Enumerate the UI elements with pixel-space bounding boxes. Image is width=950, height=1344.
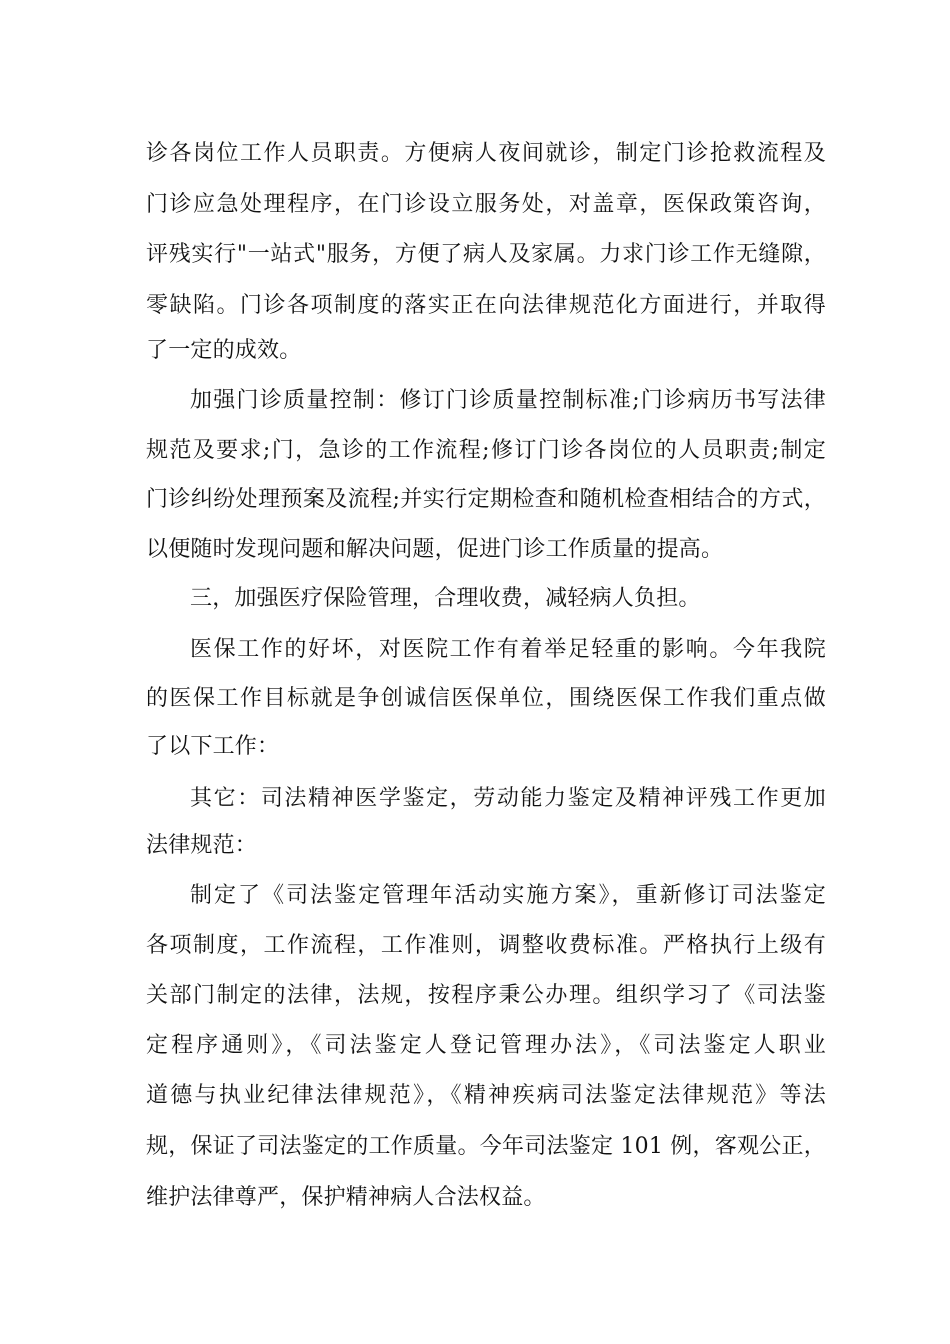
text-line: 规范及要求;门，急诊的工作流程;修订门诊各岗位的人员职责;制定 (146, 438, 826, 463)
text-line: 评残实行"一站式"服务，方便了病人及家属。力求门诊工作无缝隙， (146, 242, 826, 267)
text-line: 法律规范： (146, 833, 258, 858)
text-line: 了一定的成效。 (146, 338, 302, 363)
text-line: 门诊应急处理程序，在门诊设立服务处，对盖章，医保政策咨询， (146, 192, 826, 217)
paragraph-first-line: 医保工作的好坏，对医院工作有着举足轻重的影响。今年我院 (190, 637, 826, 662)
text-line: 道德与执业纪律法律规范》，《精神疾病司法鉴定法律规范》等法 (146, 1083, 826, 1108)
text-line: 零缺陷。门诊各项制度的落实正在向法律规范化方面进行，并取得 (146, 293, 826, 318)
text-line: 关部门制定的法律，法规，按程序秉公办理。组织学习了《司法鉴 (146, 983, 826, 1008)
text-line: 了以下工作： (146, 734, 280, 759)
text-line: 定程序通则》，《司法鉴定人登记管理办法》，《司法鉴定人职业 (146, 1033, 826, 1058)
text-line: 各项制度，工作流程，工作准则，调整收费标准。严格执行上级有 (146, 933, 826, 958)
paragraph-first-line: 制定了《司法鉴定管理年活动实施方案》，重新修订司法鉴定 (190, 883, 826, 908)
text-line: 门诊纠纷处理预案及流程;并实行定期检查和随机检查相结合的方式， (146, 487, 826, 512)
paragraph-first-line: 其它：司法精神医学鉴定，劳动能力鉴定及精神评残工作更加 (190, 786, 826, 811)
text-line: 维护法律尊严，保护精神病人合法权益。 (146, 1185, 546, 1210)
text-line: 的医保工作目标就是争创诚信医保单位，围绕医保工作我们重点做 (146, 686, 826, 711)
section-heading: 三，加强医疗保险管理，合理收费，减轻病人负担。 (190, 586, 701, 611)
text-line: 诊各岗位工作人员职责。方便病人夜间就诊，制定门诊抢救流程及 (146, 141, 826, 166)
paragraph-first-line: 加强门诊质量控制：修订门诊质量控制标准;门诊病历书写法律 (190, 388, 826, 413)
text-line: 以便随时发现问题和解决问题，促进门诊工作质量的提高。 (146, 537, 724, 562)
text-line: 规，保证了司法鉴定的工作质量。今年司法鉴定 101 例，客观公正， (146, 1134, 826, 1159)
